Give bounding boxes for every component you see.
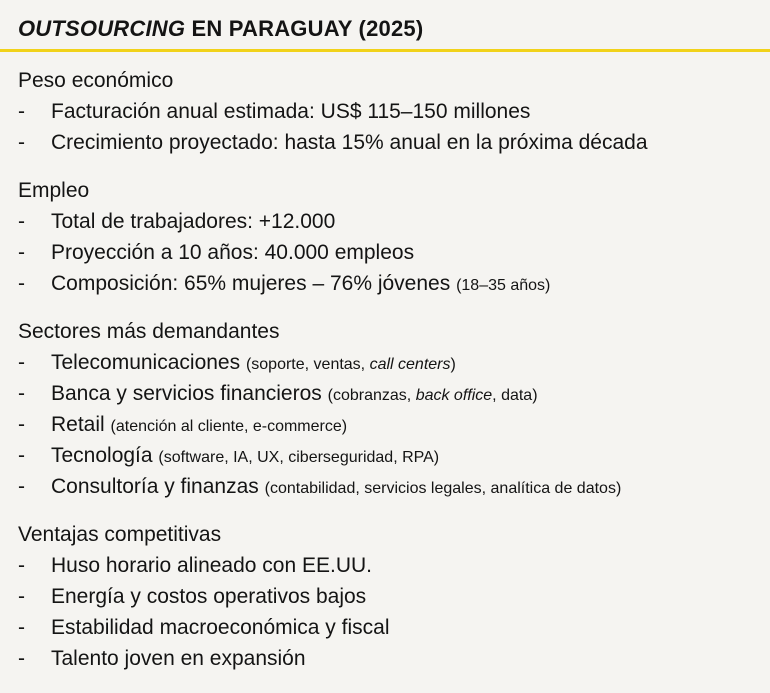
item-note: (cobranzas, back office, data) xyxy=(327,387,538,404)
list-item xyxy=(18,347,768,378)
item-note: (soporte, ventas, call centers) xyxy=(245,356,456,373)
item-note: (contabilidad, servicios legales, analítica de datos) xyxy=(264,480,622,497)
list-item xyxy=(18,127,768,158)
section-heading: Empleo xyxy=(18,179,90,202)
section-ventajas xyxy=(18,520,768,674)
title-italic: OUTSOURCING xyxy=(18,16,186,41)
item-text: Huso horario alineado con EE.UU. xyxy=(51,554,373,577)
item-text: Estabilidad macroeconómica y fiscal xyxy=(51,616,390,639)
list-item xyxy=(18,378,768,409)
list-item xyxy=(18,612,768,643)
item-note: (18–35 años) xyxy=(456,277,551,294)
item-text: Facturación anual estimada: US$ 115–150 millones xyxy=(51,100,531,123)
item-text: Telecomunicaciones xyxy=(51,351,241,374)
list-item xyxy=(18,96,768,127)
section-heading: Peso económico xyxy=(18,69,174,92)
list-item xyxy=(18,440,768,471)
bullet-dash: - xyxy=(18,647,25,670)
item-text: Tecnología xyxy=(51,444,153,467)
list-item xyxy=(18,268,768,299)
bullet-dash: - xyxy=(18,475,25,498)
item-note: (software, IA, UX, ciberseguridad, RPA) xyxy=(158,449,440,466)
page-title xyxy=(18,16,423,42)
bullet-dash: - xyxy=(18,210,25,233)
bullet-dash: - xyxy=(18,585,25,608)
item-text: Energía y costos operativos bajos xyxy=(51,585,367,608)
list-item xyxy=(18,409,768,440)
list-item xyxy=(18,550,768,581)
item-text: Total de trabajadores: +12.000 xyxy=(51,210,336,233)
item-text: Consultoría y finanzas xyxy=(51,475,259,498)
item-text: Crecimiento proyectado: hasta 15% anual en la próxima década xyxy=(51,131,648,154)
bullet-dash: - xyxy=(18,554,25,577)
bullet-dash: - xyxy=(18,444,25,467)
section-sectores xyxy=(18,317,768,502)
bullet-dash: - xyxy=(18,272,25,295)
item-text: Retail xyxy=(51,413,105,436)
bullet-dash: - xyxy=(18,616,25,639)
section-empleo xyxy=(18,176,768,299)
bullet-dash: - xyxy=(18,241,25,264)
item-text: Talento joven en expansión xyxy=(51,647,306,670)
item-note: (atención al cliente, e-commerce) xyxy=(110,418,348,435)
bullet-dash: - xyxy=(18,382,25,405)
bullet-dash: - xyxy=(18,413,25,436)
list-item xyxy=(18,581,768,612)
item-text: Composición: 65% mujeres – 76% jóvenes xyxy=(51,272,451,295)
list-item xyxy=(18,237,768,268)
item-text: Proyección a 10 años: 40.000 empleos xyxy=(51,241,415,264)
header-bar xyxy=(0,0,770,52)
bullet-dash: - xyxy=(18,100,25,123)
list-item xyxy=(18,471,768,502)
section-heading: Ventajas competitivas xyxy=(18,523,222,546)
item-text: Banca y servicios financieros xyxy=(51,382,322,405)
bullet-dash: - xyxy=(18,131,25,154)
list-item xyxy=(18,206,768,237)
section-heading: Sectores más demandantes xyxy=(18,320,280,343)
bullet-dash: - xyxy=(18,351,25,374)
section-peso-economico xyxy=(18,66,768,158)
title-rest: EN PARAGUAY (2025) xyxy=(185,16,424,41)
list-item xyxy=(18,643,768,674)
